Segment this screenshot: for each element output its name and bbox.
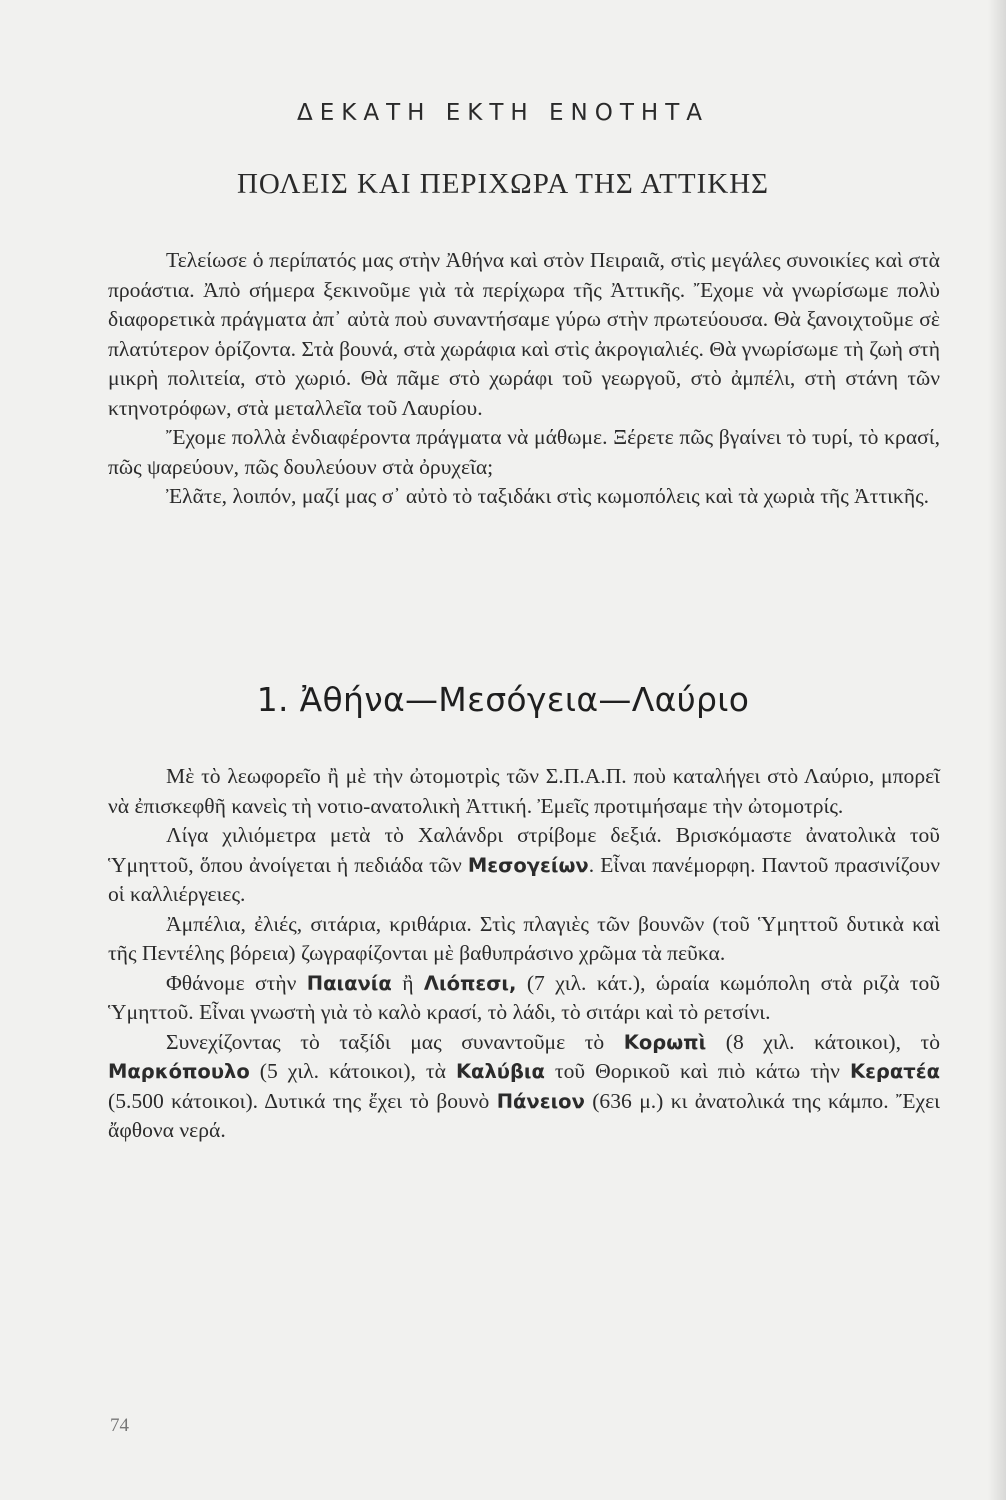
page-number: 74 (110, 1415, 129, 1436)
section-paragraph (108, 821, 940, 910)
section-paragraph (108, 1028, 940, 1146)
text-run: . Εἶναι πανέμορφη. Παντοῦ πρασινίζουν οἱ καλλιέργειες. (108, 852, 940, 906)
intro-paragraph: Ἔχομε πολλὰ ἐνδιαφέροντα πράγματα νὰ μάθωμε. Ξέρετε πῶς βγαίνει τὸ τυρί, τὸ κρασί, πῶς ψαρεύουν, πῶς δουλεύουν στὰ ὀρυχεῖα; (108, 425, 940, 479)
running-head: ΔΕΚΑΤΗ ΕΚΤΗ ΕΝΟΤΗΤΑ (297, 100, 709, 126)
place-name-paneion: Πάνειον (496, 1089, 585, 1113)
section-heading: 1. Ἀθήνα—Μεσόγεια—Λαύριο (256, 680, 750, 719)
section-text (108, 762, 940, 1146)
text-run: ἢ (402, 970, 414, 995)
intro-paragraph: Ἐλᾶτε, λοιπόν, μαζί μας σ᾿ αὐτὸ τὸ ταξιδάκι στὶς κωμοπόλεις καὶ τὰ χωριὰ τῆς Ἀττικῆς. (166, 484, 930, 508)
text-run: (5.500 κάτοικοι). Δυτικά της ἔχει τὸ βουνὸ (108, 1088, 490, 1113)
chapter-title: ΠΟΛΕΙΣ ΚΑΙ ΠΕΡΙΧΩΡΑ ΤΗΣ ΑΤΤΙΚΗΣ (236, 168, 770, 200)
page-edge-shadow (988, 0, 1006, 1500)
place-name-keratea: Κερατέα (849, 1060, 940, 1083)
section-paragraph: Ἀμπέλια, ἐλιές, σιτάρια, κριθάρια. Στὶς πλαγιὲς τῶν βουνῶν (τοῦ Ὑμηττοῦ δυτικὰ καὶ τῆς Πεντέλης βόρεια) ζωγραφίζονται μὲ βαθυπράσινο χρῶμα τὰ πεῦκα. (108, 911, 940, 965)
place-name-liopesi: Λιόπεσι, (423, 971, 517, 995)
section-paragraph (108, 969, 940, 1028)
text-run: τοῦ Θορικοῦ καὶ πιὸ κάτω τὴν (554, 1059, 840, 1083)
text-run: (8 χιλ. κάτοικοι), τὸ (725, 1029, 940, 1054)
text-run: (5 χιλ. κάτοικοι), τὰ (259, 1059, 446, 1083)
intro-text (108, 246, 940, 512)
place-name-kalyvia: Καλύβια (455, 1060, 545, 1083)
place-name-mesogeion: Μεσογείων (467, 853, 589, 877)
place-name-koropi: Κορωπὶ (623, 1030, 707, 1054)
intro-paragraph: Τελείωσε ὁ περίπατός μας στὴν Ἀθήνα καὶ στὸν Πειραιᾶ, στὶς μεγάλες συνοικίες καὶ στὰ προάστια. Ἀπὸ σήμερα ξεκινοῦμε γιὰ τὰ περίχωρα τῆς Ἀττικῆς. Ἔχομε νὰ γνωρίσωμε πολὺ διαφορετικὰ πράγματα ἀπ᾿ αὐτὰ ποὺ συναντήσαμε γύρω στὴν πρωτεύουσα. Θὰ ξανοιχτοῦμε σὲ πλατύτερον ὁρίζοντα. Στὰ βουνά, στὰ χωράφια καὶ στὶς ἀκρογιαλιές. Θὰ γνωρίσωμε τὴ ζωὴ στὴ μικρὴ πολιτεία, στὸ χωριό. Θὰ πᾶμε στὸ χωράφι τοῦ γεωργοῦ, στὸ ἀμπέλι, στὴ στάνη τῶν κτηνοτρόφων, στὰ μεταλλεῖα τοῦ Λαυρίου. (108, 248, 940, 420)
section-paragraph: Μὲ τὸ λεωφορεῖο ἢ μὲ τὴν ὠτομοτρὶς τῶν Σ.Π.Α.Π. ποὺ καταλήγει στὸ Λαύριο, μπορεῖ νὰ ἐπισκεφθῆ κανεὶς τὴ νοτιο-ανατολικὴ Ἀττική. Ἐμεῖς προτιμήσαμε τὴν ὠτομοτρίς. (108, 764, 940, 818)
text-run: Συνεχίζοντας τὸ ταξίδι μας συναντοῦμε τὸ (166, 1029, 605, 1054)
text-run: Λίγα χιλιόμετρα μετὰ τὸ Χαλάνδρι στρίβομε δεξιά. Βρισκόμαστε ἀνατολικὰ τοῦ Ὑμηττοῦ, ὅπου ἀνοίγεται ἡ πεδιάδα τῶν (108, 823, 940, 877)
place-name-paiania: Παιανία (306, 971, 392, 995)
text-run: Φθάνομε στὴν (166, 970, 297, 995)
text-run: (636 μ.) κι ἀνατολικά της κάμπο. Ἔχει ἄφθονα νερά. (108, 1088, 940, 1142)
text-run: (7 χιλ. κάτ.), ὡραία κωμόπολη στὰ ριζὰ τοῦ Ὑμηττοῦ. Εἶναι γνωστὴ γιὰ τὸ καλὸ κρασί, τὸ λάδι, τὸ σιτάρι καὶ τὸ ρετσίνι. (108, 970, 941, 1024)
place-name-markopoulo: Μαρκόπουλο (108, 1060, 250, 1083)
